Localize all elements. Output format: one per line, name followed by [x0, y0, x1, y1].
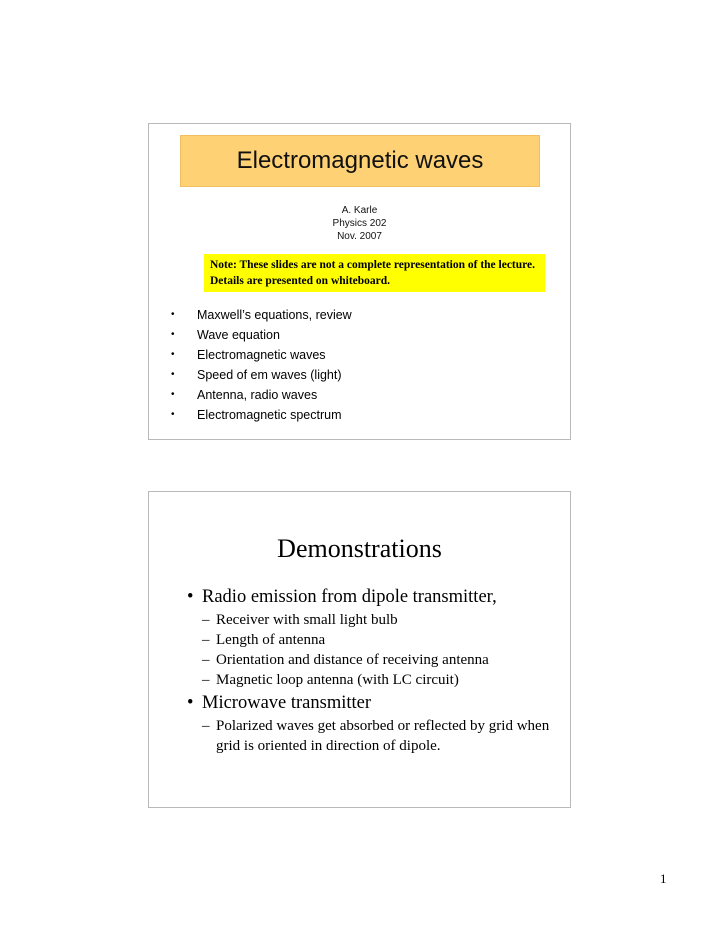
author: A. Karle [341, 205, 378, 216]
demo-list [187, 584, 567, 756]
dash-icon: – [202, 612, 210, 628]
list-item: • Antenna, radio waves [171, 385, 352, 405]
sub-list-item: – Orientation and distance of receiving antenna [202, 652, 489, 668]
bullet-icon: • [171, 309, 175, 320]
bullet-icon: • [171, 389, 175, 400]
bullet-icon: • [171, 409, 175, 420]
bullet-icon: • [171, 369, 175, 380]
course: Physics 202 [332, 218, 387, 229]
sub-list-item: – Length of antenna [202, 632, 326, 648]
sub-list-item: – Polarized waves get absorbed or reflected by grid when grid is oriented in direction of dipole. [202, 718, 550, 754]
sub-list-item: – Receiver with small light bulb [202, 612, 398, 628]
topic-list [171, 305, 352, 425]
dash-icon: – [202, 632, 210, 648]
dash-icon: – [202, 672, 210, 688]
list-item: • Microwave transmitter [187, 690, 567, 716]
list-item: • Electromagnetic spectrum [171, 405, 352, 425]
sub-list-item: – Magnetic loop antenna (with LC circuit) [202, 672, 459, 688]
dash-icon: – [202, 652, 210, 668]
date: Nov. 2007 [337, 231, 382, 242]
note-box: Note: These slides are not a complete representation of the lecture. Details are presented on whiteboard. [204, 254, 545, 292]
dash-icon: – [202, 718, 210, 734]
slide-1-title: Electromagnetic waves [180, 135, 540, 187]
slide-2-title: Demonstrations [277, 534, 442, 563]
list-item: • Electromagnetic waves [171, 345, 352, 365]
list-item: • Wave equation [171, 325, 352, 345]
slide-1 [148, 123, 571, 440]
bullet-icon: • [171, 329, 175, 340]
page-number: 1 [660, 871, 667, 886]
list-item: • Radio emission from dipole transmitter, [187, 584, 567, 610]
bullet-icon: • [171, 349, 175, 360]
bullet-icon: • [187, 693, 194, 713]
bullet-icon: • [187, 587, 194, 607]
list-item: • Maxwell’s equations, review [171, 305, 352, 325]
list-item: • Speed of em waves (light) [171, 365, 352, 385]
slide-2 [148, 491, 571, 808]
